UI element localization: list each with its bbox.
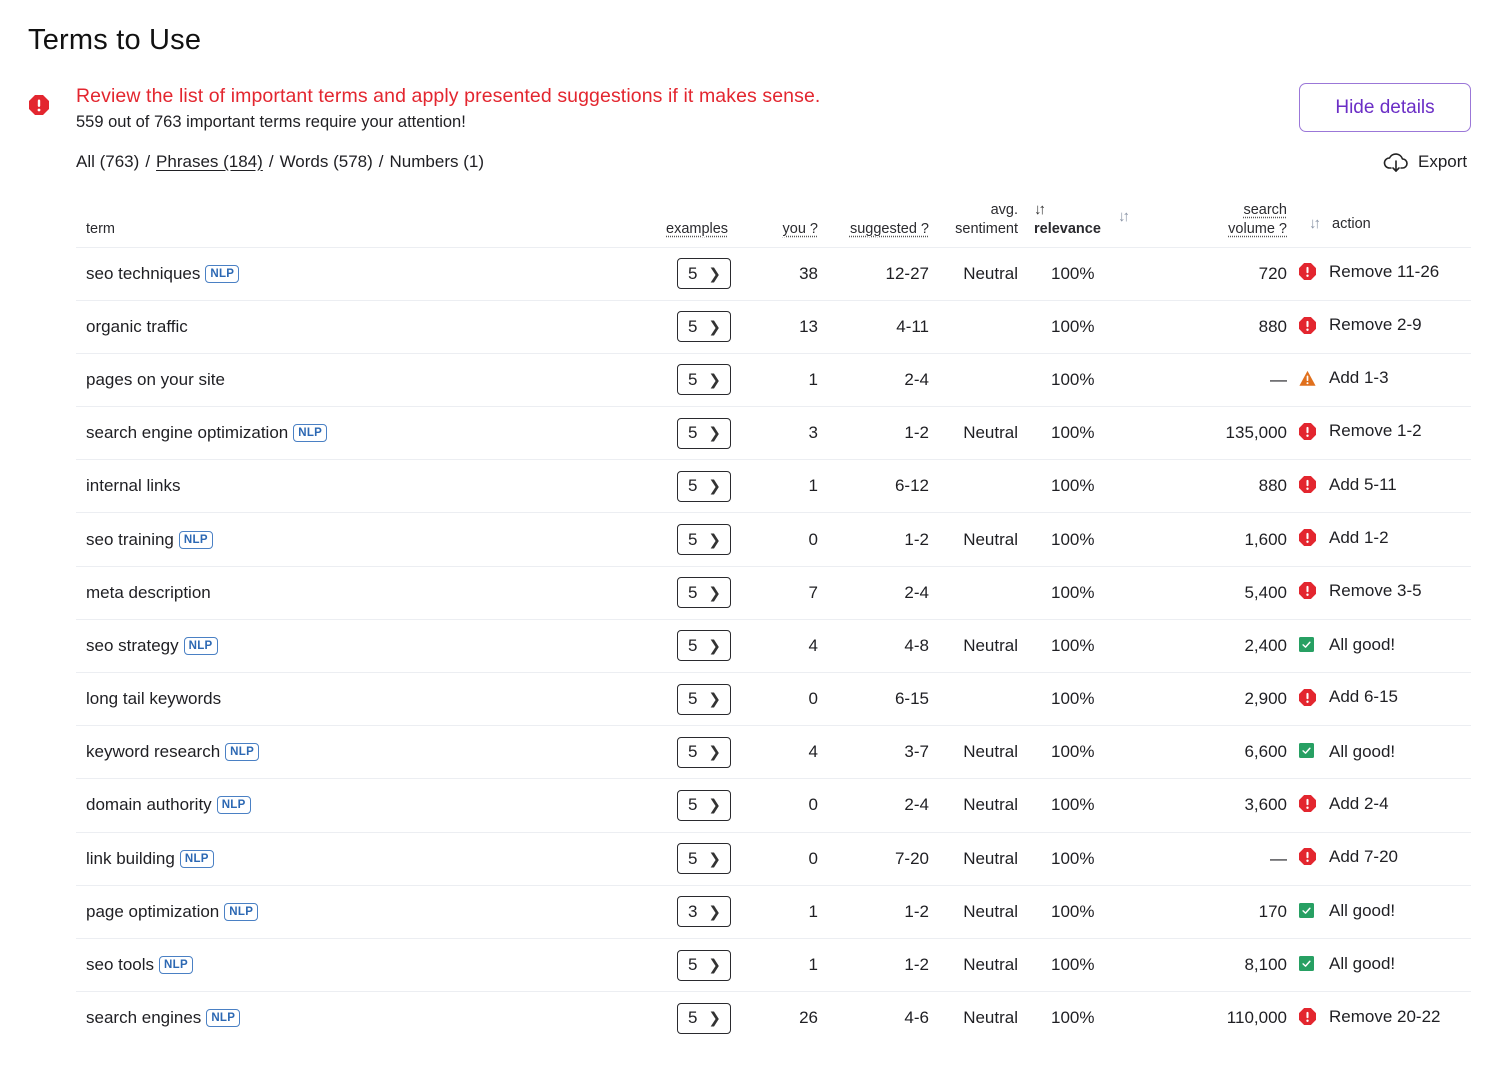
chevron-right-icon: ❯	[708, 1010, 721, 1028]
term-cell	[76, 460, 666, 513]
col-action[interactable]: ↓↑ action	[1309, 214, 1371, 232]
examples-button[interactable]: 3 ❯	[677, 896, 731, 927]
suggested-range: 6-15	[894, 689, 929, 709]
examples-button[interactable]: 5 ❯	[677, 843, 731, 874]
chevron-right-icon: ❯	[708, 850, 721, 868]
search-volume-value: 720	[1258, 263, 1287, 283]
examples-cell	[666, 726, 746, 779]
alert-headline: Review the list of important terms and apply presented suggestions if it makes sense.	[76, 85, 821, 107]
search-volume-value: 3,600	[1244, 795, 1287, 815]
term-cell	[76, 300, 666, 353]
examples-cell	[666, 673, 746, 726]
term-cell	[76, 619, 666, 672]
search-volume-value: 6,600	[1244, 742, 1287, 762]
alert-octagon-icon	[1299, 529, 1316, 546]
sentiment-value: Neutral	[963, 635, 1018, 655]
table-row	[76, 673, 1471, 726]
alert-subtext: 559 out of 763 important terms require your attention!	[76, 113, 466, 131]
check-square-icon	[1299, 637, 1316, 654]
hide-details-button[interactable]: Hide details	[1299, 83, 1471, 132]
sentiment-value: Neutral	[963, 742, 1018, 762]
table-row	[76, 353, 1471, 406]
table-row	[76, 938, 1471, 991]
col-avg-sentiment[interactable]: avg. sentiment	[955, 201, 1018, 237]
relevance-value: 100%	[1051, 848, 1095, 868]
term-cell	[76, 726, 666, 779]
terms-table	[76, 196, 1471, 1045]
term-text: search engine optimization	[86, 423, 289, 443]
you-count: 1	[808, 369, 818, 389]
table-row	[76, 513, 1471, 566]
term-cell	[76, 353, 666, 406]
action-text: Add 2-4	[1329, 793, 1389, 813]
sentiment-value: Neutral	[963, 1008, 1018, 1028]
you-count: 1	[808, 955, 818, 975]
relevance-value: 100%	[1051, 423, 1095, 443]
check-square-icon	[1299, 743, 1316, 760]
sort-icon[interactable]: ↓↑	[1034, 200, 1043, 218]
alert-octagon-icon	[1299, 1008, 1316, 1025]
table-row	[76, 619, 1471, 672]
suggested-range: 3-7	[904, 742, 929, 762]
action-cell	[1287, 619, 1471, 672]
term-text: keyword research	[86, 742, 221, 762]
search-volume-value: —	[1270, 369, 1287, 389]
action-cell	[1287, 938, 1471, 991]
term-text: link building	[86, 848, 175, 868]
sentiment-value: Neutral	[963, 955, 1018, 975]
term-cell	[76, 832, 666, 885]
alert-octagon-icon	[1299, 263, 1316, 280]
chevron-right-icon: ❯	[708, 318, 721, 336]
sentiment-value: Neutral	[963, 263, 1018, 283]
alert-octagon-icon	[1299, 582, 1316, 599]
col-you[interactable]: you ?	[782, 220, 818, 237]
examples-cell	[666, 885, 746, 938]
action-text: All good!	[1329, 901, 1396, 921]
term-text: seo training	[86, 529, 174, 549]
action-cell	[1287, 460, 1471, 513]
filter-words[interactable]: Words (578)	[279, 152, 373, 171]
term-cell	[76, 513, 666, 566]
relevance-value: 100%	[1051, 316, 1095, 336]
term-text: search engines	[86, 1008, 202, 1028]
term-text: seo techniques	[86, 263, 201, 283]
you-count: 3	[808, 423, 818, 443]
you-count: 0	[808, 529, 818, 549]
term-cell	[76, 673, 666, 726]
relevance-value: 100%	[1051, 582, 1095, 602]
suggested-range: 4-6	[904, 1008, 929, 1028]
nlp-badge: NLP	[293, 424, 327, 442]
action-text: Add 1-2	[1329, 527, 1389, 547]
examples-button[interactable]: 5 ❯	[677, 471, 731, 502]
examples-cell	[666, 938, 746, 991]
action-cell	[1287, 992, 1471, 1045]
alert-octagon-icon	[1299, 423, 1316, 440]
check-square-icon	[1299, 903, 1316, 920]
col-relevance[interactable]: ↓↑relevance	[1034, 200, 1101, 237]
sentiment-value	[929, 566, 1018, 619]
action-text: Remove 3-5	[1329, 580, 1422, 600]
term-cell	[76, 566, 666, 619]
term-cell	[76, 992, 666, 1045]
action-cell	[1287, 513, 1471, 566]
action-cell	[1287, 353, 1471, 406]
table-row	[76, 566, 1471, 619]
term-text: page optimization	[86, 901, 220, 921]
relevance-value: 100%	[1051, 795, 1095, 815]
examples-button[interactable]: 5 ❯	[677, 790, 731, 821]
you-count: 38	[799, 263, 818, 283]
filter-separator: /	[268, 152, 274, 171]
relevance-value: 100%	[1051, 955, 1095, 975]
search-volume-value: 2,900	[1244, 689, 1287, 709]
sentiment-value: Neutral	[963, 529, 1018, 549]
table-row	[76, 992, 1471, 1045]
search-volume-value: 8,100	[1244, 955, 1287, 975]
term-cell	[76, 885, 666, 938]
warning-triangle-icon	[1299, 370, 1316, 387]
alert-octagon-icon	[1299, 476, 1316, 493]
examples-button[interactable]: 5 ❯	[677, 364, 731, 395]
filter-all[interactable]: All (763)	[76, 152, 140, 171]
chevron-right-icon: ❯	[708, 478, 721, 496]
table-row	[76, 885, 1471, 938]
you-count: 0	[808, 795, 818, 815]
suggested-range: 2-4	[904, 369, 929, 389]
examples-cell	[666, 407, 746, 460]
alert-octagon-icon	[1299, 317, 1316, 334]
filter-separator: /	[145, 152, 151, 171]
suggested-range: 12-27	[885, 263, 929, 283]
sentiment-value: Neutral	[963, 901, 1018, 921]
suggested-range: 1-2	[904, 423, 929, 443]
nlp-badge: NLP	[180, 850, 214, 868]
term-cell	[76, 779, 666, 832]
search-volume-value: 880	[1258, 476, 1287, 496]
examples-cell	[666, 832, 746, 885]
examples-button[interactable]: 5 ❯	[677, 950, 731, 981]
col-search-volume[interactable]: search volume ?	[1228, 201, 1287, 237]
action-cell	[1287, 247, 1471, 300]
export-label: Export	[1418, 152, 1468, 171]
col-volume-sort[interactable]	[1118, 196, 1168, 247]
examples-button[interactable]: 5 ❯	[677, 577, 731, 608]
action-text: All good!	[1329, 635, 1396, 655]
filter-numbers[interactable]: Numbers (1)	[389, 152, 484, 171]
nlp-badge: NLP	[205, 265, 239, 283]
cloud-download-icon	[1383, 151, 1409, 173]
relevance-value: 100%	[1051, 901, 1095, 921]
term-cell	[76, 247, 666, 300]
sentiment-value	[929, 300, 1018, 353]
action-text: Add 1-3	[1329, 368, 1389, 388]
examples-cell	[666, 247, 746, 300]
term-text: pages on your site	[86, 369, 225, 389]
examples-button[interactable]: 5 ❯	[677, 737, 731, 768]
relevance-value: 100%	[1051, 263, 1095, 283]
examples-cell	[666, 300, 746, 353]
action-text: All good!	[1329, 954, 1396, 974]
action-cell	[1287, 407, 1471, 460]
action-cell	[1287, 300, 1471, 353]
term-text: organic traffic	[86, 316, 188, 336]
search-volume-value: 880	[1258, 316, 1287, 336]
nlp-badge: NLP	[217, 796, 251, 814]
you-count: 0	[808, 689, 818, 709]
suggested-range: 7-20	[894, 848, 929, 868]
you-count: 7	[808, 582, 818, 602]
suggested-range: 2-4	[904, 582, 929, 602]
chevron-right-icon: ❯	[708, 797, 721, 815]
action-text: Add 5-11	[1329, 474, 1397, 494]
action-cell	[1287, 885, 1471, 938]
term-text: seo tools	[86, 955, 155, 975]
examples-cell	[666, 460, 746, 513]
relevance-value: 100%	[1051, 1008, 1095, 1028]
action-text: Remove 11-26	[1329, 261, 1440, 281]
suggested-range: 1-2	[904, 955, 929, 975]
sentiment-value	[929, 353, 1018, 406]
relevance-value: 100%	[1051, 369, 1095, 389]
suggested-range: 6-12	[894, 476, 929, 496]
table-row	[76, 779, 1471, 832]
chevron-right-icon: ❯	[708, 637, 721, 655]
examples-button[interactable]: 5 ❯	[677, 258, 731, 289]
chevron-right-icon: ❯	[708, 584, 721, 602]
suggested-range: 1-2	[904, 901, 929, 921]
alert-octagon-icon	[1299, 848, 1316, 865]
chevron-right-icon: ❯	[708, 903, 721, 921]
suggested-range: 1-2	[904, 529, 929, 549]
you-count: 0	[808, 848, 818, 868]
nlp-badge: NLP	[206, 1009, 240, 1027]
relevance-value: 100%	[1051, 742, 1095, 762]
action-cell	[1287, 566, 1471, 619]
suggested-range: 4-8	[904, 635, 929, 655]
sort-icon[interactable]: ↓↑	[1118, 207, 1127, 225]
examples-button[interactable]: 5 ❯	[677, 311, 731, 342]
filter-phrases[interactable]: Phrases (184)	[156, 152, 263, 171]
examples-button[interactable]: 5 ❯	[677, 630, 731, 661]
term-type-filters	[76, 152, 484, 172]
action-text: Remove 2-9	[1329, 315, 1422, 335]
action-cell	[1287, 726, 1471, 779]
page-title: Terms to Use	[28, 24, 202, 56]
chevron-right-icon: ❯	[708, 957, 721, 975]
relevance-value: 100%	[1051, 476, 1095, 496]
action-text: Remove 20-22	[1329, 1006, 1441, 1026]
check-square-icon	[1299, 956, 1316, 973]
action-text: All good!	[1329, 741, 1396, 761]
search-volume-value: 5,400	[1244, 582, 1287, 602]
examples-button[interactable]: 5 ❯	[677, 684, 731, 715]
alert-octagon-icon	[1299, 689, 1316, 706]
examples-button[interactable]: 5 ❯	[677, 524, 731, 555]
examples-cell	[666, 619, 746, 672]
relevance-value: 100%	[1051, 529, 1095, 549]
action-cell	[1287, 673, 1471, 726]
table-row	[76, 460, 1471, 513]
search-volume-value: 135,000	[1225, 423, 1287, 443]
chevron-right-icon: ❯	[708, 425, 721, 443]
table-row	[76, 300, 1471, 353]
sort-icon[interactable]: ↓↑	[1309, 214, 1318, 232]
chevron-right-icon: ❯	[708, 265, 721, 283]
you-count: 4	[808, 742, 818, 762]
nlp-badge: NLP	[179, 531, 213, 549]
export-button[interactable]	[1383, 150, 1467, 174]
action-text: Remove 1-2	[1329, 421, 1422, 441]
action-text: Add 6-15	[1329, 687, 1398, 707]
examples-button[interactable]: 5 ❯	[677, 418, 731, 449]
examples-cell	[666, 353, 746, 406]
filter-separator: /	[378, 152, 384, 171]
col-suggested[interactable]: suggested ?	[849, 220, 929, 237]
nlp-badge: NLP	[225, 743, 259, 761]
nlp-badge: NLP	[184, 637, 218, 655]
action-text: Add 7-20	[1329, 846, 1398, 866]
nlp-badge: NLP	[224, 903, 258, 921]
chevron-right-icon: ❯	[708, 744, 721, 762]
table-row	[76, 247, 1471, 300]
table-header-row	[76, 196, 1471, 247]
relevance-value: 100%	[1051, 635, 1095, 655]
you-count: 13	[799, 316, 818, 336]
action-cell	[1287, 832, 1471, 885]
term-text: seo strategy	[86, 635, 179, 655]
term-cell	[76, 407, 666, 460]
table-row	[76, 726, 1471, 779]
chevron-right-icon: ❯	[708, 371, 721, 389]
alert-octagon-icon	[29, 95, 49, 115]
examples-button[interactable]: 5 ❯	[677, 1003, 731, 1034]
examples-cell	[666, 779, 746, 832]
sentiment-value: Neutral	[963, 795, 1018, 815]
action-cell	[1287, 779, 1471, 832]
search-volume-value: —	[1270, 848, 1287, 868]
you-count: 1	[808, 901, 818, 921]
term-text: long tail keywords	[86, 689, 222, 709]
search-volume-value: 2,400	[1244, 635, 1287, 655]
alert-octagon-icon	[1299, 795, 1316, 812]
relevance-value: 100%	[1051, 689, 1095, 709]
suggested-range: 2-4	[904, 795, 929, 815]
term-text: domain authority	[86, 795, 212, 815]
sentiment-value	[929, 460, 1018, 513]
term-cell	[76, 938, 666, 991]
table-row	[76, 407, 1471, 460]
sentiment-value: Neutral	[963, 848, 1018, 868]
search-volume-value: 170	[1258, 901, 1287, 921]
chevron-right-icon: ❯	[708, 691, 721, 709]
table-row	[76, 832, 1471, 885]
you-count: 4	[808, 635, 818, 655]
examples-cell	[666, 513, 746, 566]
term-text: internal links	[86, 476, 181, 496]
search-volume-value: 1,600	[1244, 529, 1287, 549]
you-count: 26	[799, 1008, 818, 1028]
col-examples[interactable]: examples	[666, 220, 729, 237]
examples-cell	[666, 566, 746, 619]
nlp-badge: NLP	[159, 956, 193, 974]
sentiment-value: Neutral	[963, 423, 1018, 443]
col-term[interactable]: term	[86, 220, 115, 237]
suggested-range: 4-11	[896, 316, 929, 336]
examples-cell	[666, 992, 746, 1045]
search-volume-value: 110,000	[1226, 1008, 1287, 1028]
term-text: meta description	[86, 582, 211, 602]
sentiment-value	[929, 673, 1018, 726]
chevron-right-icon: ❯	[708, 531, 721, 549]
you-count: 1	[808, 476, 818, 496]
